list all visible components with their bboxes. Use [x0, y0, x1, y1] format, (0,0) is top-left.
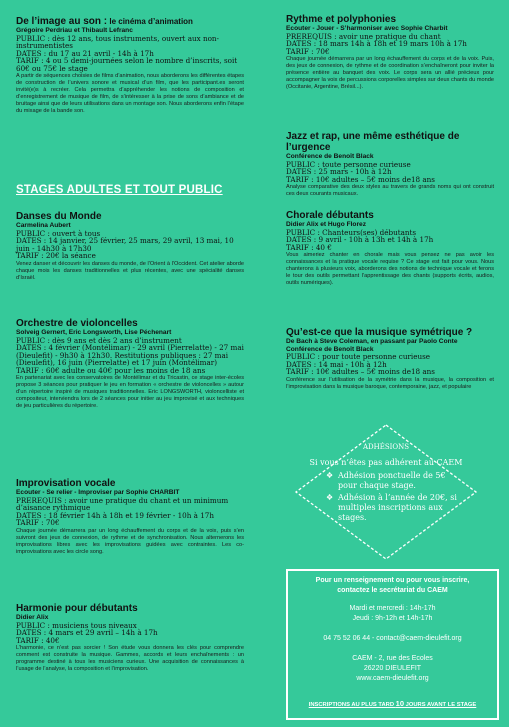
stage-details: PUBLIC : toute personne curieuse DATES : 25 mars - 10h à 12h TARIF : 10€ adultes – 5€ moins de18 ans [286, 159, 435, 184]
adhesions-title: ADHÉSIONS [362, 443, 410, 451]
stage-description: Analyse comparative des deux styles au travers de grands noms qui ont construit ces deux courants musicaux. [286, 184, 494, 198]
stage-chorale-debutants [286, 210, 494, 287]
adhesions-box [294, 423, 478, 561]
adhesions-intro: Si vous n’êtes pas adhérent au CAEM [309, 458, 463, 467]
stage-title: Rythme et polyphonies [286, 14, 397, 25]
website-link[interactable]: www.caem-dieulefit.org [356, 675, 429, 682]
stage-speakers: Ecouter - Jouer - S’harmoniser avec Sophie Charbit [286, 25, 448, 32]
stage-speakers: De Bach à Steve Coleman, en passant par Paolo Conte Conférence de Benoît Black [286, 338, 458, 353]
stage-improvisation-vocale [16, 478, 244, 556]
stage-rythme-polyphonies [286, 14, 494, 91]
contact-line-2: contactez le secrétariat du CAEM [337, 587, 448, 594]
stage-description: L’harmonie, ce n’est pas sorcier ! Son étude vous donnera les clés pour comprendre comment est construite la musique. Gammes, accords et leurs enchaînements : un programme destiné à tous les musiciens curieux. Une acquisition de connaissances à l’usage de l’analyse, la composition et l’improvisation. [16, 645, 244, 673]
stage-harmonie-debutants [16, 603, 244, 673]
stage-description: Chaque journée démarrera par un long échauffement du corps et de la voix, puis s’en suivront des jeux de connexion, de rythme et de synchronisation. Nous alternerons les improvisations libres avec les improvisations guidées avec contraintes. Les co-improvisations avec les circle song. [16, 527, 244, 555]
stage-description: Venez danser et découvrir les danses du monde, de l’Orient à l’Occident. Cet atelier aborde chaque mois les danses traditionnelles et plus récentes, avec une spécialité danses d’Israël. [16, 260, 244, 281]
stage-title: De l’image au son : le cinéma d’animation [16, 16, 193, 27]
stage-title: Harmonie pour débutants [16, 603, 138, 614]
adhesions-list [326, 471, 466, 525]
stage-description: A partir de séquences choisies de films d’animation, nous aborderons les différentes étapes de construction de l’univers sonore et musical d’un film, que les participant.es seront invité(e)s à recréer. Cela permettra d’appréhender les notions de composition et d’enregistrement de musique de film, de s’intéresser à la prise de sons d’ambiance et de bruitage ainsi que de leurs utilisations dans un montage son. Nous aborderons enfin l’étape du mixage de la bande son. [16, 73, 244, 115]
stage-description: En partenariat avec les conservatoires de Montélimar et du Tricastin, ce stage inter-écoles propose 3 séances pour pratiquer le jeu en formation « orchestre de violoncelles » autour d’un répertoire inspiré de musiques traditionnelles. Eric LONGSWORTH, violoncelliste et compositeur, interviendra lors de 2 séances pour initier au jeu improvisé et aux techniques de jeu particulières du répertoire. [16, 375, 244, 410]
stage-speakers: Didier Alix [16, 614, 49, 621]
stage-title: Danses du Monde [16, 211, 102, 222]
adhesion-item: ❖ Adhésion à l’année de 20€, si multiples inscriptions aux stages. [326, 493, 457, 522]
opening-hours-2: Jeudi : 9h-12h et 14h-17h [352, 615, 433, 622]
contact-phone-email[interactable]: 04 75 52 06 44 - contact@caem-dieulefit.org [323, 635, 462, 642]
section-title: STAGES ADULTES ET TOUT PUBLIC [16, 184, 223, 196]
stage-details: PUBLIC : musiciens tous niveaux DATES : 4 mars et 29 avril – 14h à 17h TARIF : 40€ [16, 620, 158, 645]
stage-image-son [16, 16, 244, 115]
stage-title: Qu’est-ce que la musique symétrique ? [286, 327, 473, 338]
stage-speakers: Ecouter - Se relier - Improviser par Sophie CHARBIT [16, 489, 180, 496]
stage-title: Improvisation vocale [16, 478, 116, 489]
stage-speakers: Carmelina Aubert [16, 222, 71, 229]
diamond-bullet-icon: ❖ [326, 471, 334, 480]
stage-details: PREREQUIS : avoir une pratique du chant DATES : 18 mars 14h à 18h et 19 mars 10h à 17h TARIF : 70€ [286, 31, 467, 56]
stage-details: PUBLIC : Chanteurs(ses) débutants DATES : 9 avril - 10h à 13h et 14h à 17h TARIF : 40 € [286, 227, 434, 252]
stage-details: PUBLIC : pour toute personne curieuse DATES : 14 mai - 10h à 12h TARIF : 10€ adultes – 5€ moins de18 ans [286, 352, 435, 377]
adhesion-item: ❖ Adhésion ponctuelle de 5€ pour chaque stage. [326, 471, 446, 490]
stage-orchestre-violoncelles [16, 318, 244, 410]
address-line-1: CAEM - 2, rue des Ecoles [352, 655, 433, 662]
stage-speakers: Solveig Gernert, Eric Longsworth, Lise Péchenart [16, 329, 172, 336]
conference-jazz-rap [286, 131, 494, 198]
stage-speakers: Conférence de Benoît Black [286, 153, 374, 160]
stage-title: Chorale débutants [286, 210, 374, 221]
stage-details: PREREQUIS : avoir une pratique du chant et un minimum d’aisance rythmique DATES : 18 février 14h à 18h et 19 février - 10h à 17h TARIF : 70€ [16, 495, 229, 528]
stage-details: PUBLIC : dès 12 ans, tous instruments, ouvert aux non-instrumentistes DATES : du 17 au 21 avril - 14h à 17h TARIF : 4 ou 5 demi-journées selon le nombre d’inscrits, soit 60€ ou 75€ le stage [16, 33, 238, 73]
stage-speakers: Grégoire Perdriau et Thibault Lefranc [16, 27, 133, 34]
stage-description: Vous aimeriez chanter en chorale mais vous pensez ne pas avoir les connaissances et la pratique vocale requise ? Ce stage est fait pour vous. Nous chanterons à plusieurs voix, aborderons des notions de technique vocale et ferons le tour des outils permettant l’apprentissage des chants (supports écrits, audios, outils numériques). [286, 252, 494, 287]
stage-speakers: Didier Alix et Hugo Florez [286, 221, 366, 228]
registration-deadline: INSCRIPTIONS AU PLUS TARD 10 JOURS AVANT LE STAGE [308, 699, 477, 708]
diamond-bullet-icon: ❖ [326, 493, 334, 502]
stage-title: Jazz et rap, une même esthétique de l’urgence [286, 131, 460, 153]
address-line-2: 26220 DIEULEFIT [363, 665, 422, 672]
stage-description: Chaque journée démarrera par un long échauffement du corps et de la voix. Puis, des jeux de connexion, de rythme et de coordination s’enchaîneront pour inviter la présence entière au banquet des voix. Le corps sera un allié précieux pour accompagner la voix de percussions corporelles simples sur deux chants du monde (Occitanie, Argentine, Brésil...). [286, 56, 494, 91]
contact-line-1: Pour un renseignement ou pour vous inscrire, [315, 577, 470, 584]
stage-description: Conférence sur l’utilisation de la symétrie dans la musique, la composition et l’improvisation dans la musique baroque, contemporaine, jazz, et populaire [286, 376, 494, 390]
stage-details: PUBLIC : ouvert à tous DATES : 14 janvier, 25 février, 25 mars, 29 avril, 13 mai, 10 juin - 14h30 à 17h30 TARIF : 20€ la séance [16, 228, 234, 261]
conference-musique-symetrique [286, 327, 494, 391]
contact-box [286, 569, 499, 720]
stage-danses-du-monde [16, 211, 244, 282]
stage-title: Orchestre de violoncelles [16, 318, 138, 329]
stage-details: PUBLIC : dès 9 ans et dès 2 ans d’instrument DATES : 4 février (Montélimar) - 29 avril (Pierrelatte) - 27 mai (Dieulefit) - 9h30 à 12h30. Restitutions publiques : 27 mai (Dieulefit), 16 juin (Pierrelatte) et 17 juin (Montélimar) TARIF : 60€ adulte ou 40€ pour les moins de 18 ans [16, 335, 244, 375]
opening-hours-1: Mardi et mercredi : 14h-17h [349, 605, 436, 612]
